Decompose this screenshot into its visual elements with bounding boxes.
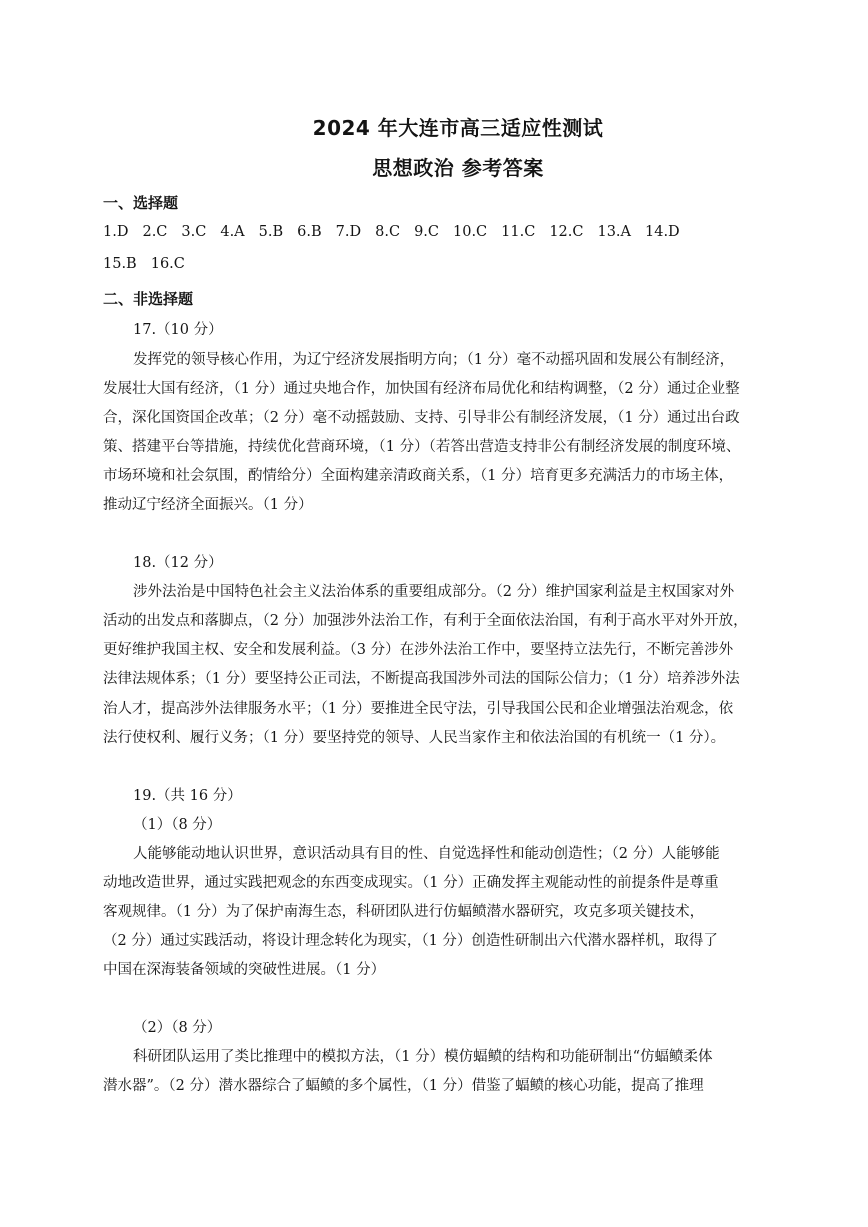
q19-sub1-line: 动地改造世界，通过实践把观念的东西变成现实。（1 分）正确发挥主观能动性的前提条件是尊重 [103, 875, 719, 891]
answers-row-1 [103, 224, 694, 240]
q18-line: 法行使权利、履行义务；（1 分）要坚持党的领导、人民当家作主和依法治国的有机统一（1 分）。 [103, 730, 726, 746]
q18-line: 活动的出发点和落脚点，（2 分）加强涉外法治工作，有利于全面依法治国，有利于高水平对外开放， [103, 613, 748, 629]
q18-heading: 18.（12 分） [133, 555, 223, 571]
q17-line: 合，深化国资国企改革；（2 分）毫不动摇鼓励、支持、引导非公有制经济发展，（1 分）通过出台政 [103, 410, 740, 426]
answer-item: 7.D [335, 224, 362, 240]
q19-heading: 19.（共 16 分） [133, 788, 242, 804]
answer-item: 14.D [645, 224, 680, 240]
answer-item: 5.B [258, 224, 284, 240]
q19-sub2-line: 潜水器”。（2 分）潜水器综合了蝠鲼的多个属性，（1 分）借鉴了蝠鲼的核心功能，提高了推理 [103, 1078, 704, 1094]
page-subtitle: 思想政治 参考答案 [372, 156, 544, 180]
section-multiple-choice: 一、选择题 [103, 194, 179, 212]
answer-item: 11.C [501, 224, 536, 240]
q17-line: 推动辽宁经济全面振兴。（1 分） [103, 497, 313, 513]
q19-sub1-heading: （1）（8 分） [133, 817, 222, 833]
q19-sub2-heading: （2）（8 分） [133, 1020, 222, 1036]
answer-item: 6.B [297, 224, 322, 240]
q17-line: 策、搭建平台等措施，持续优化营商环境，（1 分）（若答出营造支持非公有制经济发展的制度环境、 [103, 439, 741, 455]
q17-heading: 17.（10 分） [133, 322, 223, 338]
answer-item: 8.C [375, 224, 401, 240]
q19-sub1-line: （2 分）通过实践活动，将设计理念转化为现实，（1 分）创造性研制出六代潜水器样机，取得了 [103, 933, 718, 949]
q18-line: 治人才，提高涉外法律服务水平；（1 分）要推进全民守法，引导我国公民和企业增强法治观念，依 [103, 701, 734, 717]
q17-line: 发展壮大国有经济，（1 分）通过央地合作，加快国有经济布局优化和结构调整，（2 分）通过企业整 [103, 381, 740, 397]
answer-item: 4.A [220, 224, 245, 240]
answer-item: 3.C [181, 224, 207, 240]
q17-line: 市场环境和社会氛围，酌情给分）全面构建亲清政商关系，（1 分）培育更多充满活力的市场主体， [103, 468, 734, 484]
answer-item: 1.D [103, 224, 129, 240]
section-non-choice: 二、非选择题 [103, 290, 194, 308]
q19-sub1-line: 中国在深海装备领域的突破性进展。（1 分） [103, 962, 386, 978]
q19-sub1-line: 人能够能动地认识世界，意识活动具有目的性、自觉选择性和能动创造性；（2 分）人能够能 [133, 846, 720, 862]
q18-line: 涉外法治是中国特色社会主义法治体系的重要组成部分。（2 分）维护国家利益是主权国家对外 [133, 584, 735, 600]
answers-row-2 [103, 256, 199, 272]
answer-item: 10.C [453, 224, 488, 240]
answer-item: 13.A [597, 224, 631, 240]
answer-item: 9.C [414, 224, 439, 240]
q19-sub2-line: 科研团队运用了类比推理中的模拟方法，（1 分）模仿蝠鲼的结构和功能研制出“仿蝠鲼柔体 [133, 1049, 713, 1065]
page-title: 2024 年大连市高三适应性测试 [312, 116, 604, 140]
q17-line: 发挥党的领导核心作用，为辽宁经济发展指明方向；（1 分）毫不动摇巩固和发展公有制经济， [133, 352, 735, 368]
q18-line: 法律法规体系；（1 分）要坚持公正司法，不断提高我国涉外司法的国际公信力；（1 分）培养涉外法 [103, 671, 740, 687]
q18-line: 更好维护我国主权、安全和发展利益。（3 分）在涉外法治工作中，要坚持立法先行，不断完善涉外 [103, 642, 734, 658]
q19-sub1-line: 客观规律。（1 分）为了保护南海生态，科研团队进行仿蝠鲼潜水器研究，攻克多项关键技术， [103, 904, 705, 920]
answer-item: 12.C [549, 224, 584, 240]
answer-item: 15.B [103, 256, 137, 272]
answer-item: 16.C [150, 256, 185, 272]
answer-item: 2.C [142, 224, 168, 240]
